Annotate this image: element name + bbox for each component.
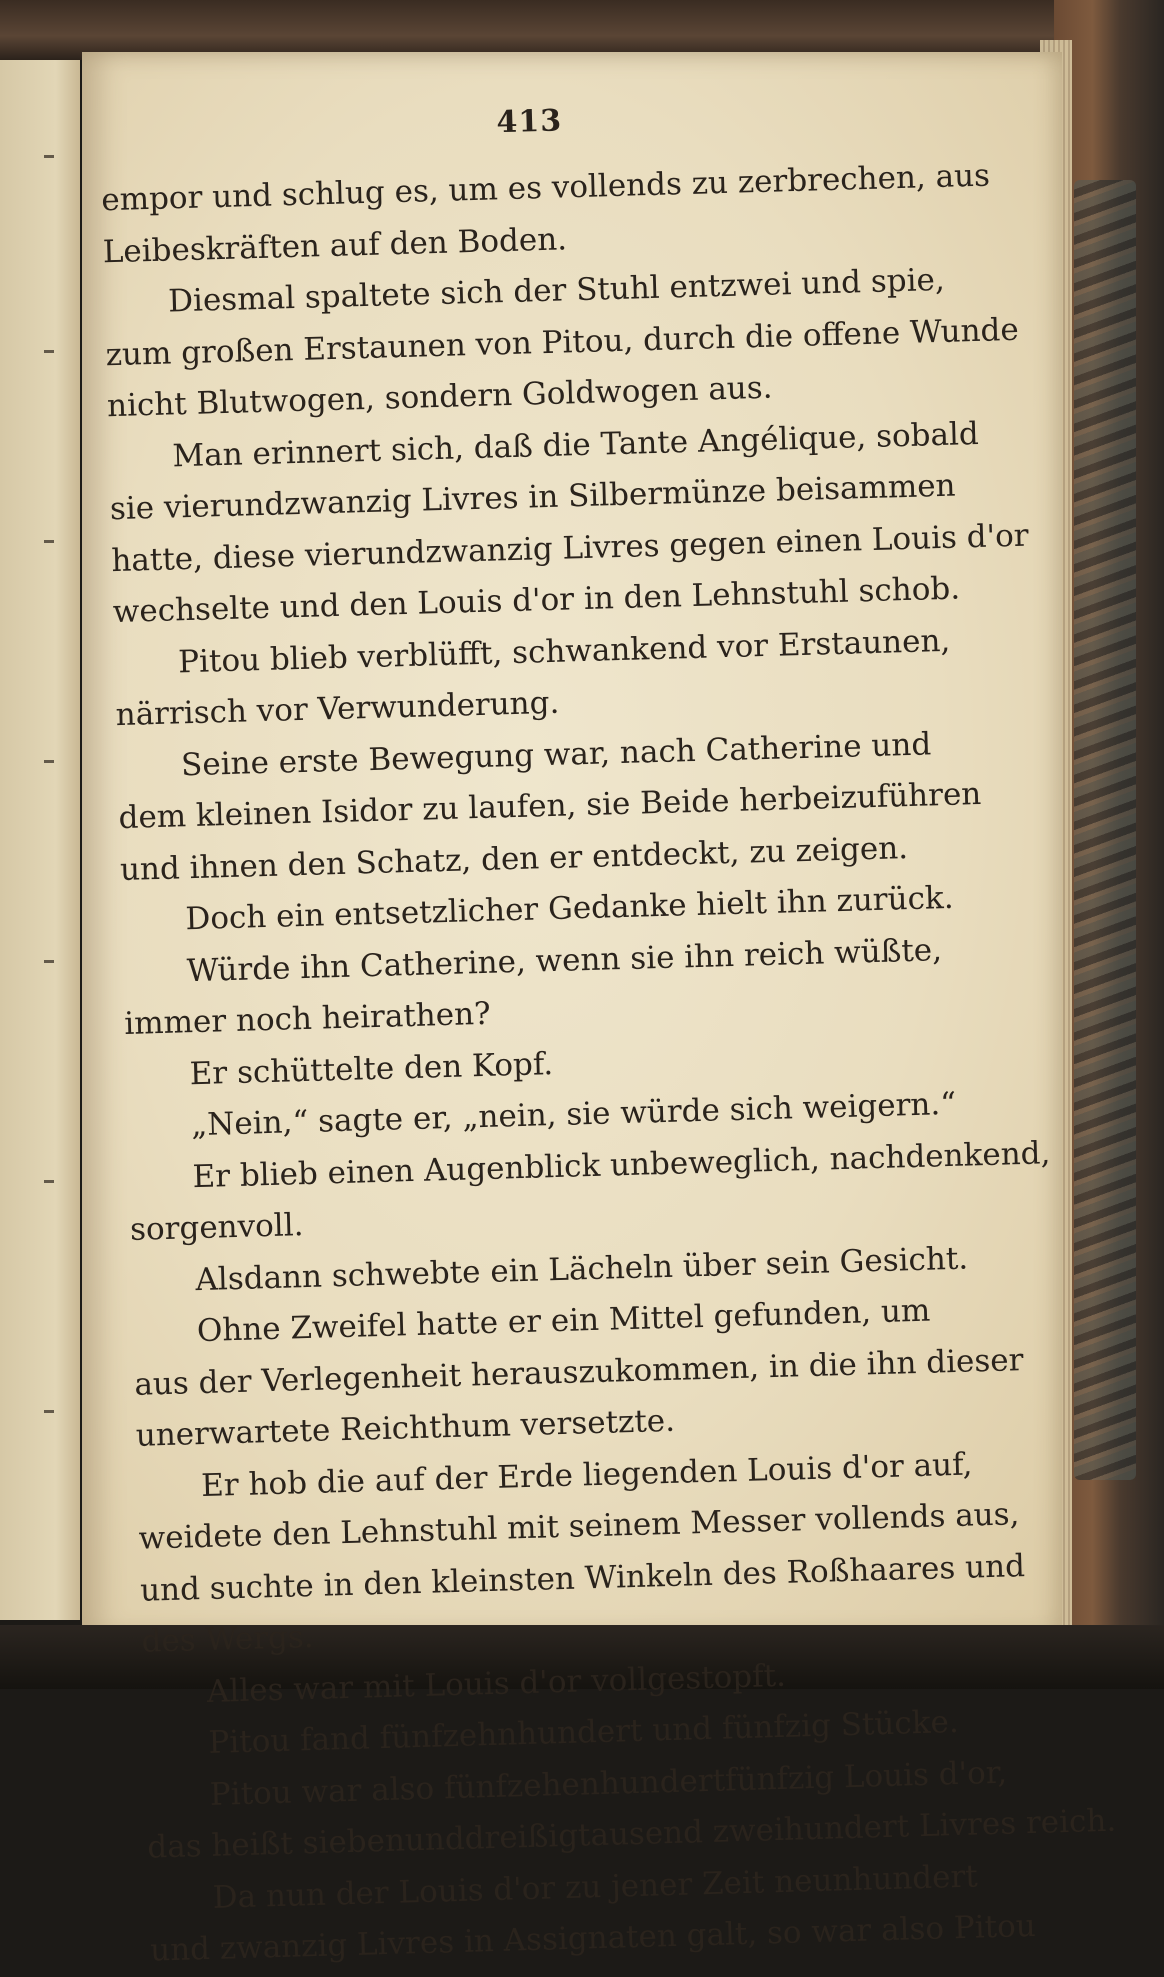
text-line: immer noch heirathen? [123, 995, 492, 1042]
text-line: Doch ein entsetzlicher Gedanke hielt ihn zurück. [184, 879, 955, 938]
text-line: Leibeskräften auf den Boden. [102, 220, 568, 270]
text-line: Er hob die auf der Erde liegenden Louis d'or auf, [200, 1446, 973, 1504]
text-line: weidete den Lehnstuhl mit seinem Messer vollends aus, [138, 1496, 1020, 1557]
marbled-cover [1074, 180, 1136, 1480]
left-page-edge [0, 60, 80, 1620]
text-line: dem kleinen Isidor zu laufen, sie Beide herbeizuführen [118, 775, 982, 837]
text-line: Alles war mit Louis d'or vollgestopft. [206, 1657, 787, 1710]
text-line: nicht Blutwogen, sondern Goldwogen aus. [106, 369, 774, 425]
page-number: 413 [496, 103, 563, 141]
page-text [99, 91, 1117, 1969]
text-line: zum großen Erstaunen von Pitou, durch die offene Wunde [105, 311, 1020, 373]
text-line: Alsdann schwebte ein Lächeln über sein Gesicht. [195, 1240, 969, 1298]
text-line: Er blieb einen Augenblick unbeweglich, nachdenkend, [192, 1134, 1051, 1195]
text-line: sorgenvoll. [129, 1207, 304, 1248]
text-line: närrisch vor Verwunderung. [115, 684, 560, 734]
text-line: und suchte in den kleinsten Winkeln des Roßhaares und [139, 1547, 1026, 1609]
text-line: und zwanzig Livres in Assignaten galt, so war also Pitou [149, 1907, 1037, 1969]
text-line: Man erinnert sich, daß die Tante Angélique, sobald [171, 415, 980, 474]
text-line: Er schüttelte den Kopf. [189, 1045, 554, 1092]
text-line: unerwartete Reichthum versetzte. [135, 1402, 676, 1454]
text-line: Seine erste Bewegung war, nach Catherine und [180, 725, 932, 783]
text-line: wechselte und den Louis d'or in den Lehnstuhl schob. [112, 570, 961, 631]
text-lines [100, 151, 1117, 1977]
text-line: Ohne Zweifel hatte er ein Mittel gefunden, um [196, 1292, 931, 1350]
text-line: und ihnen den Schatz, den er entdeckt, zu zeigen. [119, 829, 909, 888]
text-line: Würde ihn Catherine, wenn sie ihn reich wüßte, [186, 931, 943, 989]
left-page-marks [44, 60, 64, 1620]
text-line: hatte, diese vierundzwanzig Livres gegen einen Louis d'or [110, 517, 1030, 579]
text-line: Pitou fand fünfzehnhundert und fünfzig Stücke. [207, 1703, 960, 1761]
text-line: empor und schlug es, um es vollends zu zerbrechen, aus [100, 157, 991, 219]
text-line: das heißt siebenunddreißigtausend zweihundert Livres reich. [146, 1802, 1117, 1866]
text-line: Diesmal spaltete sich der Stuhl entzwei und spie, [167, 261, 946, 320]
text-line: sie vierundzwanzig Livres in Silbermünze beisammen [109, 467, 956, 528]
text-line: „Nein,“ sagte er, „nein, sie würde sich weigern.“ [190, 1085, 957, 1144]
text-line: Da nun der Louis d'or zu jener Zeit neunhundert [212, 1858, 979, 1916]
text-line: des Wergs. [141, 1618, 315, 1660]
text-line: Pitou war also fünfzehenhundertfünfzig Louis d'or, [209, 1754, 1008, 1813]
text-line: Pitou blieb verblüfft, schwankend vor Erstaunen, [177, 622, 951, 680]
text-line: aus der Verlegenheit herauszukommen, in die ihn dieser [133, 1341, 1024, 1403]
book-cover-top [0, 0, 1164, 60]
